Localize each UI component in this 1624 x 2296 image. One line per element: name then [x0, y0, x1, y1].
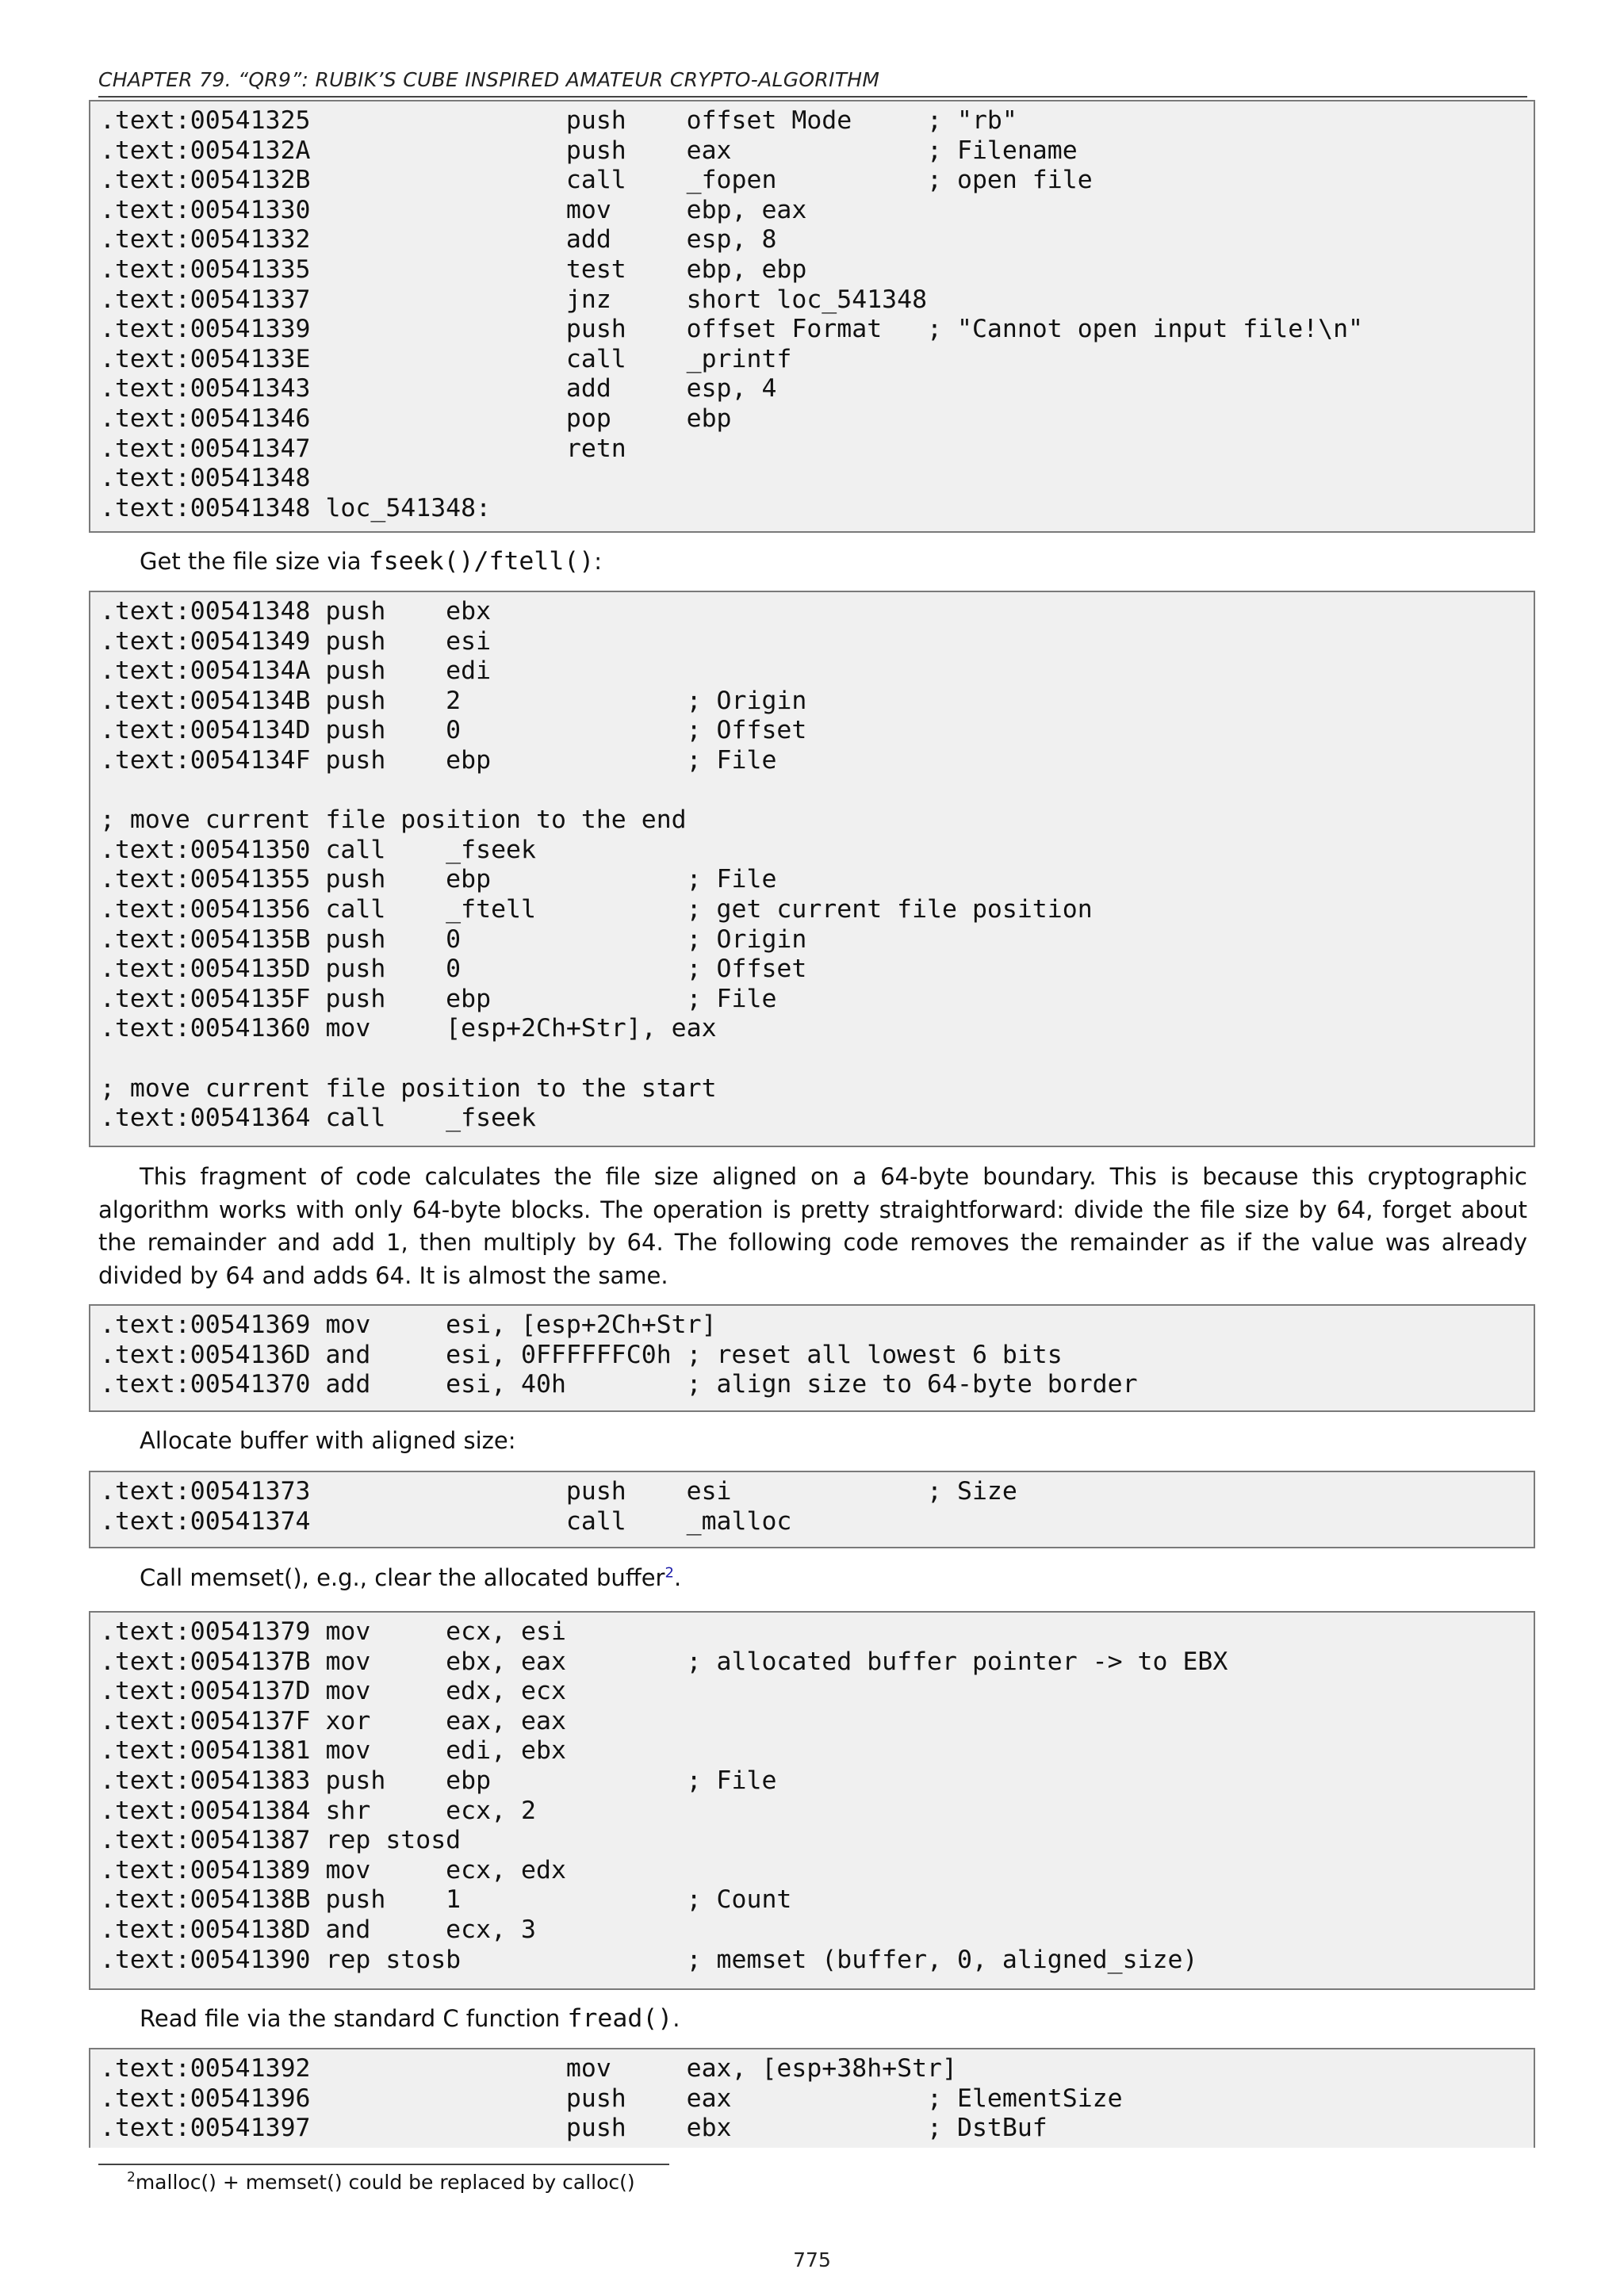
code-listing-fread	[89, 2048, 1535, 2148]
paragraph-suffix: :	[594, 548, 603, 575]
code-listing-memset	[89, 1611, 1535, 1990]
paragraph-alignment-explanation: This fragment of code calculates the file size aligned on a 64-byte boundary. This is because this cryptographic algorithm works with only 64-byte blocks. The operation is pretty straightforward: divide the file size by 64, forget about the remainder and add 1, then multiply by 64. The following code removes the remainder as if the value was already divided by 64 and adds 64. It is almost the same.	[98, 1163, 1527, 1289]
paragraph-text: Get the file size via	[140, 548, 369, 575]
paragraph-suffix: .	[673, 1564, 682, 1591]
code-text: .text:00541348 push ebx .text:00541349 push esi .text:0054134A push edi .text:0054134B push 2 ; Origin .text:0054134D push 0 ; Offset .text:0054134F push ebp ; File ; move current file position to the end .text:00541350 call _fseek .text:00541355 push ebp ; File .text:00541356 call _ftell ; get current file position .text:0054135B push 0 ; Origin .text:0054135D push 0 ; Offset .text:0054135F push ebp ; File .text:00541360 mov [esp+2Ch+Str], eax ; move current file position to the start .text:00541364 call _fseek	[100, 597, 1093, 1133]
code-text: .text:00541392 mov eax, [esp+38h+Str] .text:00541396 push eax ; ElementSize .text:00541397 push ebx ; DstBuf	[100, 2054, 1123, 2143]
code-listing-fseek	[89, 591, 1535, 1147]
paragraph-suffix: .	[672, 2005, 680, 2032]
page-number: 775	[793, 2248, 831, 2271]
code-text: .text:00541325 push offset Mode ; "rb" .text:0054132A push eax ; Filename .text:0054132B call _fopen ; open file .text:00541330 mov ebp, eax .text:00541332 add esp, 8 .text:00541335 test ebp, ebp .text:00541337 jnz short loc_541348 .text:00541339 push offset Format ; "Cannot open input file!\n" .text:0054133E call _printf .text:00541343 add esp, 4 .text:00541346 pop ebp .text:00541347 retn .text:00541348 .text:00541348 loc_541348:	[100, 106, 1364, 522]
paragraph-fread	[98, 2003, 1527, 2036]
code-text: .text:00541369 mov esi, [esp+2Ch+Str] .text:0054136D and esi, 0FFFFFFC0h ; reset all lowest 6 bits .text:00541370 add esi, 40h ; align size to 64-byte border	[100, 1311, 1138, 1399]
footnote-number: 2	[127, 2169, 136, 2186]
footnote-reference[interactable]: 2	[665, 1564, 674, 1582]
running-header: CHAPTER 79. “QR9”: RUBIK’S CUBE INSPIRED AMATEUR CRYPTO-ALGORITHM	[98, 68, 1527, 98]
paragraph-allocate-buffer: Allocate buffer with aligned size:	[140, 1427, 516, 1454]
inline-code: fseek()/ftell()	[368, 547, 595, 576]
paragraph-memset	[98, 1562, 1527, 1595]
footnote	[127, 2171, 635, 2194]
paragraph-file-size	[98, 545, 1527, 579]
paragraph-text: Read file via the standard C function	[140, 2005, 568, 2032]
code-listing-fopen	[89, 100, 1535, 533]
code-listing-align	[89, 1304, 1535, 1412]
code-text: .text:00541379 mov ecx, esi .text:0054137B mov ebx, eax ; allocated buffer pointer -> to EBX .text:0054137D mov edx, ecx .text:0054137F xor eax, eax .text:00541381 mov edi, ebx .text:00541383 push ebp ; File .text:00541384 shr ecx, 2 .text:00541387 rep stosd .text:00541389 mov ecx, edx .text:0054138B push 1 ; Count .text:0054138D and ecx, 3 .text:00541390 rep stosb ; memset (buffer, 0, aligned_size)	[100, 1617, 1228, 1974]
footnote-divider	[98, 2164, 669, 2165]
footnote-text: malloc() + memset() could be replaced by calloc()	[135, 2171, 635, 2194]
code-listing-malloc	[89, 1471, 1535, 1548]
inline-code: fread()	[567, 2004, 673, 2033]
code-text: .text:00541373 push esi ; Size .text:00541374 call _malloc	[100, 1477, 1017, 1536]
paragraph-text: Call memset(), e.g., clear the allocated buffer	[140, 1564, 665, 1591]
